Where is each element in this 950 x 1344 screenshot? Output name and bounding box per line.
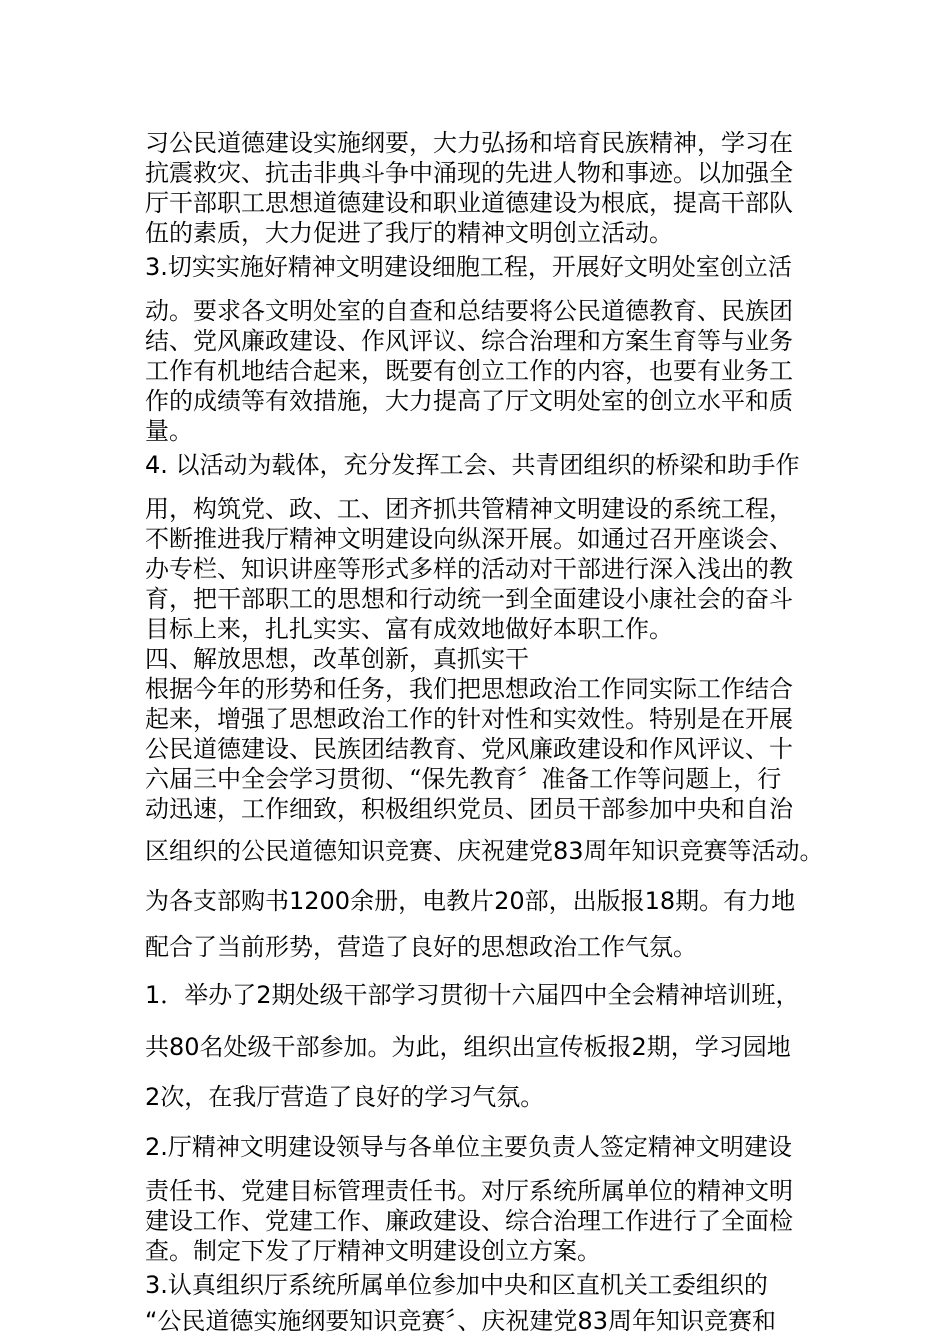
text-line: 抗震救灾、抗击非典斗争中涌现的先进人物和事迹。以加强全: [145, 159, 793, 187]
text-line: 用，构筑党、政、工、团齐抓共管精神文明建设的系统工程，: [145, 495, 793, 523]
text-line: 动迅速，工作细致，积极组织党员、团员干部参加中央和自治: [145, 795, 793, 823]
text-line: 3.切实实施好精神文明建设细胞工程，开展好文明处室创立活: [145, 253, 792, 281]
text-line: 公民道德建设、民族团结教育、党风廉政建设和作风评议、十: [145, 735, 793, 763]
text-line: 习公民道德建设实施纲要，大力弘扬和培育民族精神，学习在: [145, 129, 793, 157]
text-line: 2.厅精神文明建设领导与各单位主要负责人签定精神文明建设: [145, 1133, 792, 1161]
text-line: 不断推进我厅精神文明建设向纵深开展。如通过召开座谈会、: [145, 525, 793, 553]
text-line: 育，把干部职工的思想和行动统一到全面建设小康社会的奋斗: [145, 585, 793, 613]
text-line: 工作有机地结合起来，既要有创立工作的内容，也要有业务工: [145, 357, 793, 385]
text-line: 办专栏、知识讲座等形式多样的活动对干部进行深入浅出的教: [145, 555, 793, 583]
text-line: 建设工作、党建工作、廉政建设、综合治理工作进行了全面检: [145, 1207, 793, 1235]
text-line: 为各支部购书1200余册，电教片20部，出版报18期。有力地: [145, 887, 796, 915]
text-line: 4. 以活动为载体，充分发挥工会、共青团组织的桥梁和助手作: [145, 451, 800, 479]
text-line: 伍的素质，大力促进了我厅的精神文明创立活动。: [145, 219, 673, 247]
text-line: 1．举办了2期处级干部学习贯彻十六届四中全会精神培训班，: [145, 981, 800, 1009]
text-line: 配合了当前形势，营造了良好的思想政治工作气氛。: [145, 933, 697, 961]
text-line: 作的成绩等有效措施，大力提高了厅文明处室的创立水平和质: [145, 387, 793, 415]
text-line: 根据今年的形势和任务，我们把思想政治工作同实际工作结合: [145, 675, 793, 703]
text-line: 结、党风廉政建设、作风评议、综合治理和方案生育等与业务: [145, 327, 793, 355]
text-line: 查。制定下发了厅精神文明建设创立方案。: [145, 1237, 601, 1265]
text-line: 动。要求各文明处室的自查和总结要将公民道德教育、民族团: [145, 297, 793, 325]
text-line: “公民道德实施纲要知识竞赛〞、庆祝建党83周年知识竞赛和: [145, 1307, 776, 1335]
section-heading: 四、解放思想，改革创新，真抓实干: [145, 645, 529, 673]
text-line: 责任书、党建目标管理责任书。对厅系统所属单位的精神文明: [145, 1177, 793, 1205]
text-line: 目标上来，扎扎实实、富有成效地做好本职工作。: [145, 615, 673, 643]
text-line: 共80名处级干部参加。为此，组织出宣传板报2期，学习园地: [145, 1033, 791, 1061]
text-line: 厅干部职工思想道德建设和职业道德建设为根底，提高干部队: [145, 189, 793, 217]
text-line: 2次，在我厅营造了良好的学习气氛。: [145, 1083, 545, 1111]
text-line: 3.认真组织厅系统所属单位参加中央和区直机关工委组织的: [145, 1271, 768, 1299]
text-line: 量。: [145, 417, 193, 445]
text-line: 六届三中全会学习贯彻、“保先教育〞准备工作等问题上，行: [145, 765, 782, 793]
text-line: 起来，增强了思想政治工作的针对性和实效性。特别是在开展: [145, 705, 793, 733]
text-line: 区组织的公民道德知识竞赛、庆祝建党83周年知识竞赛等活动。: [145, 837, 824, 865]
